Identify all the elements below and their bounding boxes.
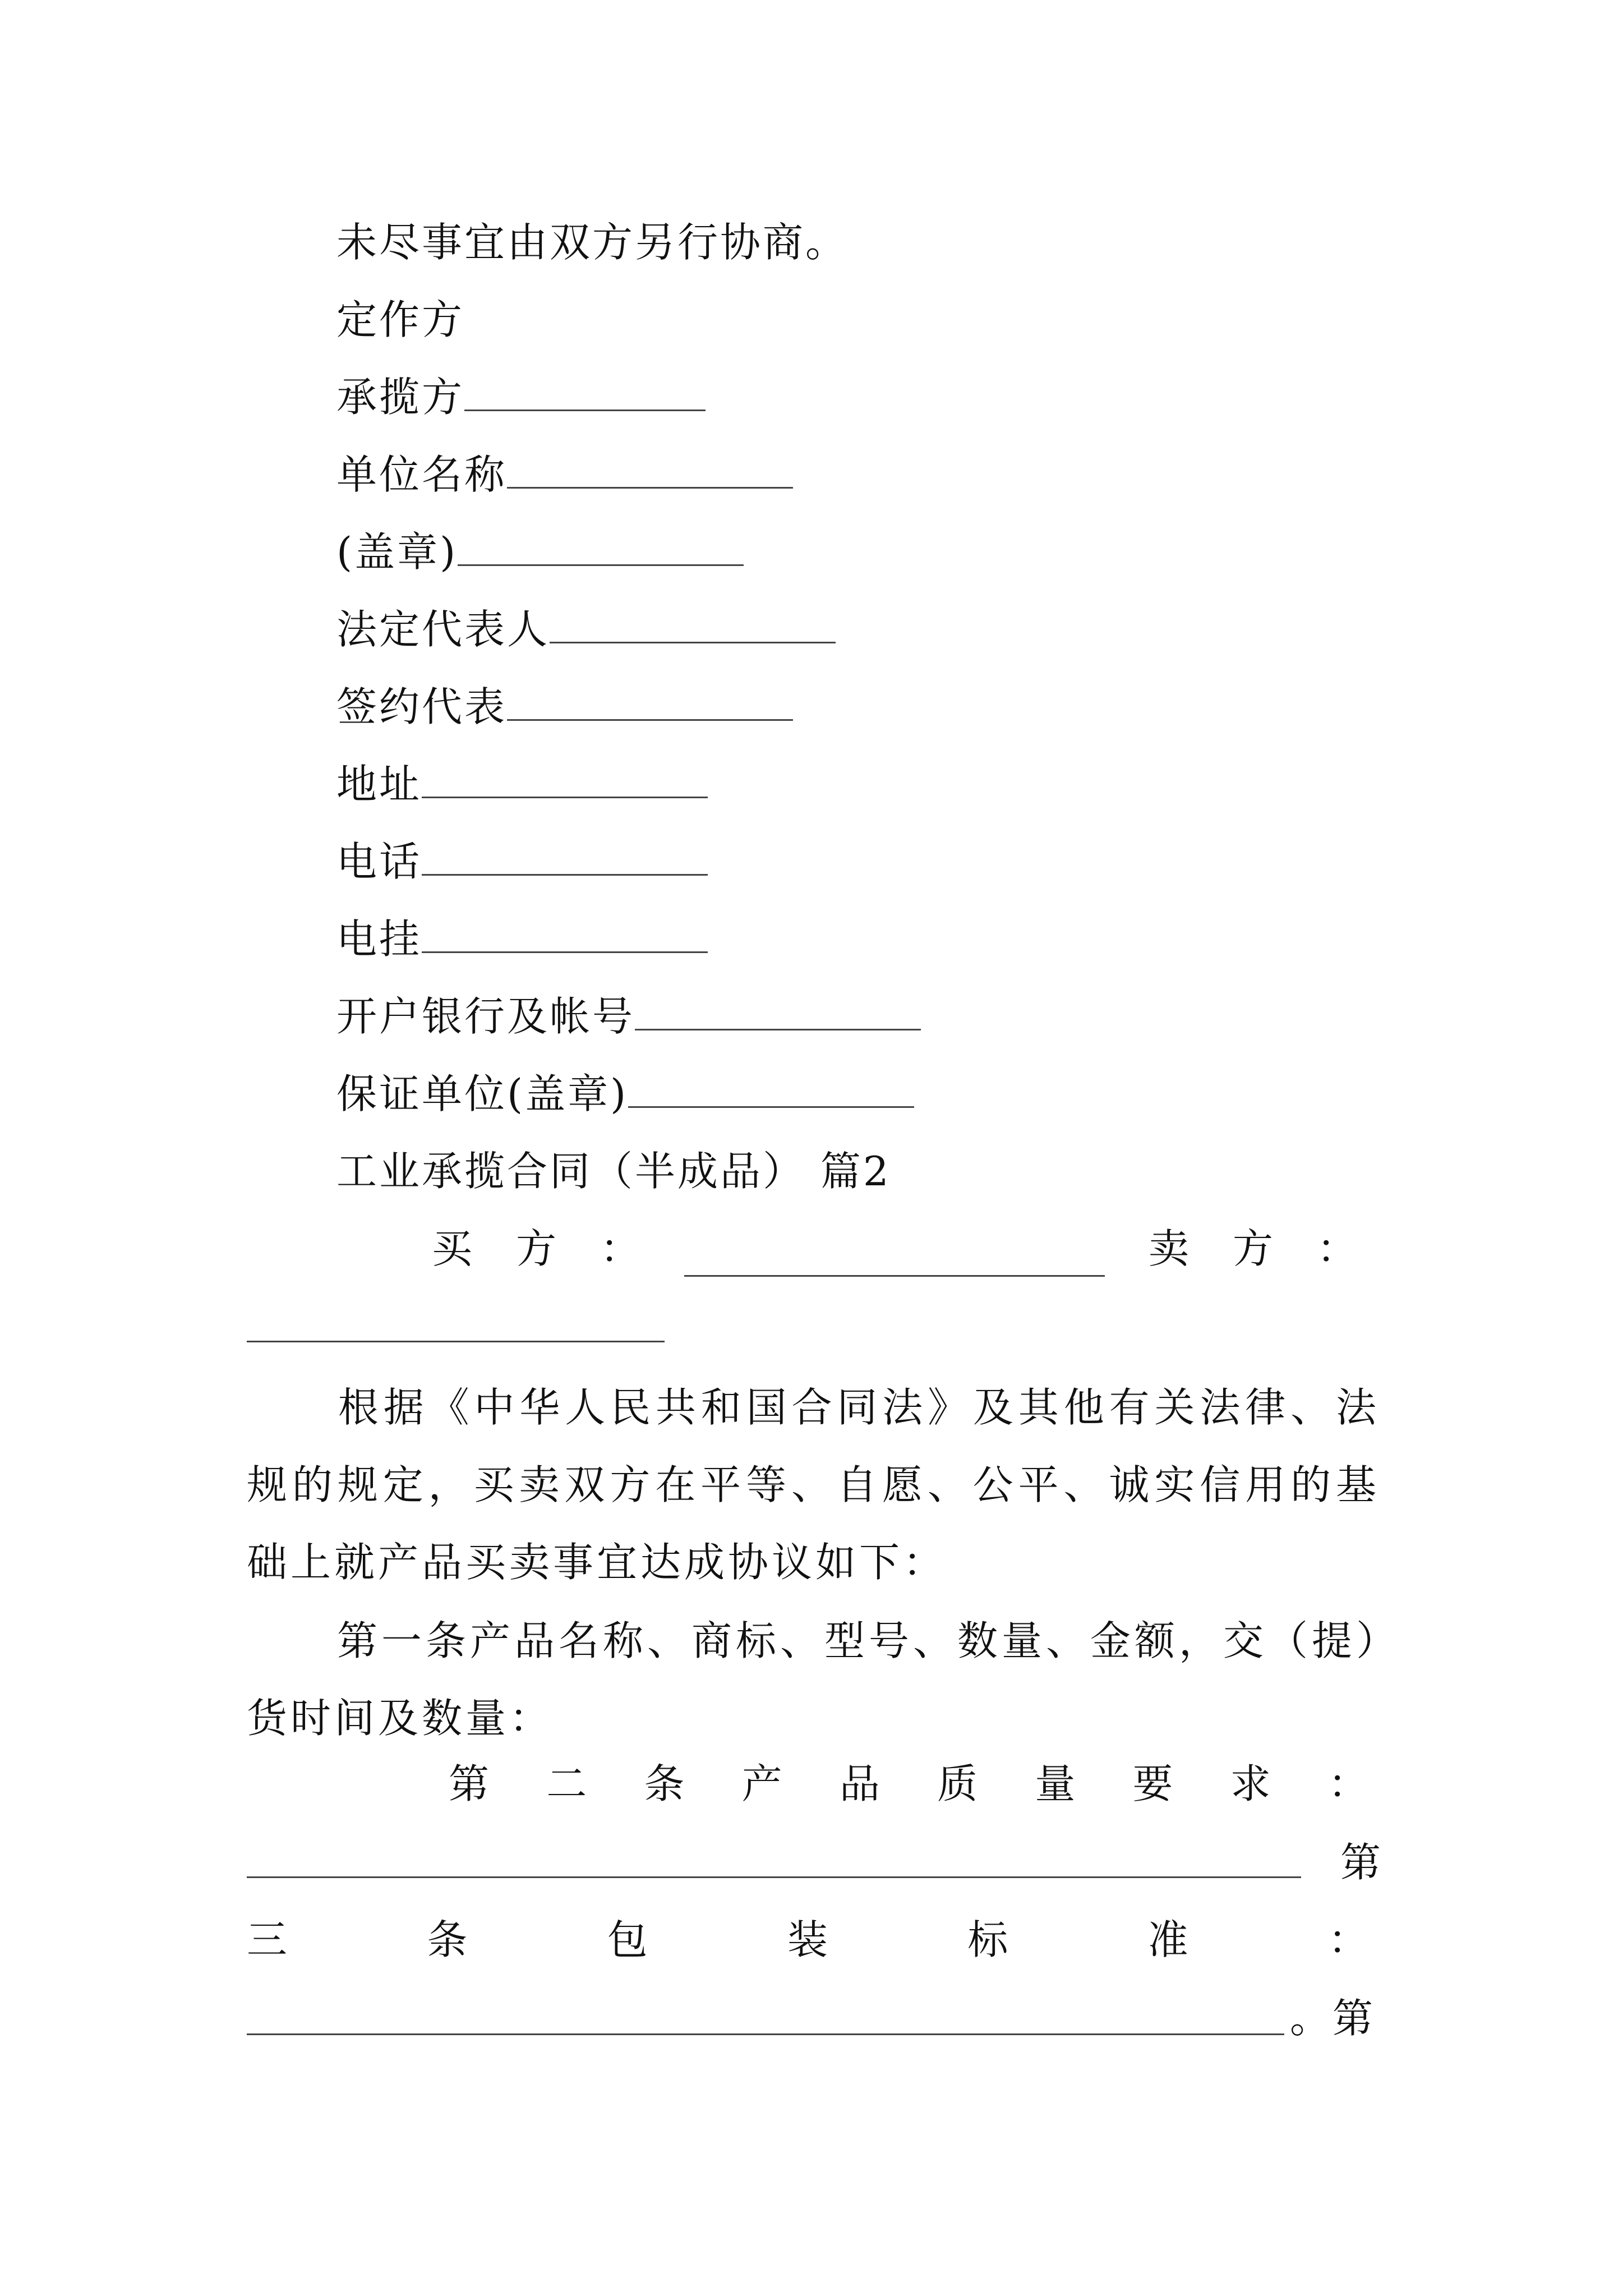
buyer-label-char: 方 bbox=[516, 1225, 557, 1272]
sig-label: 承揽方 bbox=[336, 374, 465, 421]
fill-blank[interactable] bbox=[422, 912, 708, 953]
sig-label: 定作方 bbox=[336, 296, 465, 343]
seller-label-char: ： bbox=[1316, 1225, 1357, 1272]
article-3-char: 包 bbox=[607, 1916, 648, 1963]
sig-row-chenglanfang bbox=[336, 369, 706, 425]
fill-blank[interactable] bbox=[422, 835, 708, 876]
article-2-char: 条 bbox=[644, 1760, 685, 1807]
fill-blank[interactable] bbox=[507, 448, 793, 489]
fill-blank[interactable] bbox=[635, 990, 921, 1030]
article-4-lead: 。第 bbox=[1290, 1995, 1376, 2042]
sig-row-baozhengdanwei bbox=[336, 1066, 914, 1122]
article-3-char: 三 bbox=[247, 1916, 288, 1963]
article-2-blank[interactable] bbox=[247, 1876, 1301, 1878]
article-1 bbox=[247, 1602, 1380, 1757]
sig-row-danweimingcheng bbox=[336, 447, 793, 503]
fill-blank[interactable] bbox=[507, 680, 793, 721]
intro-text: 根据《中华人民共和国合同法》及其他有关法律、法规的规定，买卖双方在平等、自愿、公平、诚实信用的基础上就产品买卖事宜达成协议如下： bbox=[247, 1384, 1380, 1586]
fill-blank[interactable] bbox=[464, 370, 706, 411]
sig-row-kaihuyinhang bbox=[336, 988, 921, 1045]
buyer-blank[interactable] bbox=[684, 1236, 1105, 1277]
seller-label-char: 卖 bbox=[1148, 1225, 1189, 1272]
sig-row-diangua bbox=[336, 911, 708, 967]
article-2-char: 第 bbox=[449, 1760, 490, 1807]
sig-row-qianyuedaibiao bbox=[336, 679, 793, 735]
article-1-text: 第一条产品名称、商标、型号、数量、金额，交（提）货时间及数量： bbox=[247, 1617, 1380, 1742]
sig-label: 地址 bbox=[336, 761, 422, 808]
sig-row-fadingdaibiaoren bbox=[336, 601, 836, 657]
intro-paragraph bbox=[247, 1369, 1380, 1601]
section-heading: 工业承揽合同（半成品） 篇2 bbox=[336, 1148, 891, 1195]
article-2-char: 二 bbox=[546, 1760, 587, 1807]
buyer-seller-line bbox=[432, 1221, 1357, 1277]
sig-label: 电挂 bbox=[336, 915, 422, 963]
seller-blank[interactable] bbox=[247, 1341, 665, 1342]
sig-label: 签约代表 bbox=[336, 683, 508, 730]
fill-blank[interactable] bbox=[550, 602, 836, 643]
fill-blank[interactable] bbox=[422, 757, 708, 798]
sig-label: (盖章) bbox=[336, 528, 458, 576]
article-2-char: 产 bbox=[741, 1760, 782, 1807]
article-3-heading bbox=[247, 1912, 1368, 1968]
closing-line: 未尽事宜由双方另行协商。 bbox=[336, 219, 849, 266]
sig-row-gaizhang bbox=[336, 524, 744, 580]
article-3-blank[interactable] bbox=[247, 2033, 1284, 2035]
sig-label: 法定代表人 bbox=[336, 606, 550, 653]
sig-label: 开户银行及帐号 bbox=[336, 993, 635, 1040]
article-2-heading bbox=[449, 1756, 1368, 1812]
sig-row-dizhi bbox=[336, 756, 708, 812]
sig-row-dianhua bbox=[336, 834, 708, 890]
article-3-char: 标 bbox=[967, 1916, 1008, 1963]
article-3-char: 条 bbox=[427, 1916, 468, 1963]
article-2-char: 质 bbox=[937, 1760, 978, 1807]
article-2-char: 品 bbox=[839, 1760, 880, 1807]
article-2-char: 求 bbox=[1230, 1760, 1271, 1807]
sig-label: 电话 bbox=[336, 838, 422, 885]
article-2-char: 量 bbox=[1035, 1760, 1076, 1807]
article-2-char: 要 bbox=[1132, 1760, 1173, 1807]
fill-blank[interactable] bbox=[458, 525, 744, 566]
sig-row-dingzuofang bbox=[336, 292, 464, 348]
seller-label-char: 方 bbox=[1232, 1225, 1273, 1272]
article-3-char: ： bbox=[1327, 1916, 1368, 1963]
sig-label: 单位名称 bbox=[336, 451, 508, 498]
sig-label: 保证单位(盖章) bbox=[336, 1070, 629, 1117]
article-3-char: 装 bbox=[787, 1916, 828, 1963]
article-3-lead: 第 bbox=[1340, 1839, 1384, 1886]
article-3-char: 准 bbox=[1147, 1916, 1188, 1963]
fill-blank[interactable] bbox=[628, 1067, 914, 1108]
article-2-char: ： bbox=[1327, 1760, 1368, 1807]
buyer-label-char: ： bbox=[600, 1225, 641, 1272]
buyer-label-char: 买 bbox=[432, 1225, 473, 1272]
